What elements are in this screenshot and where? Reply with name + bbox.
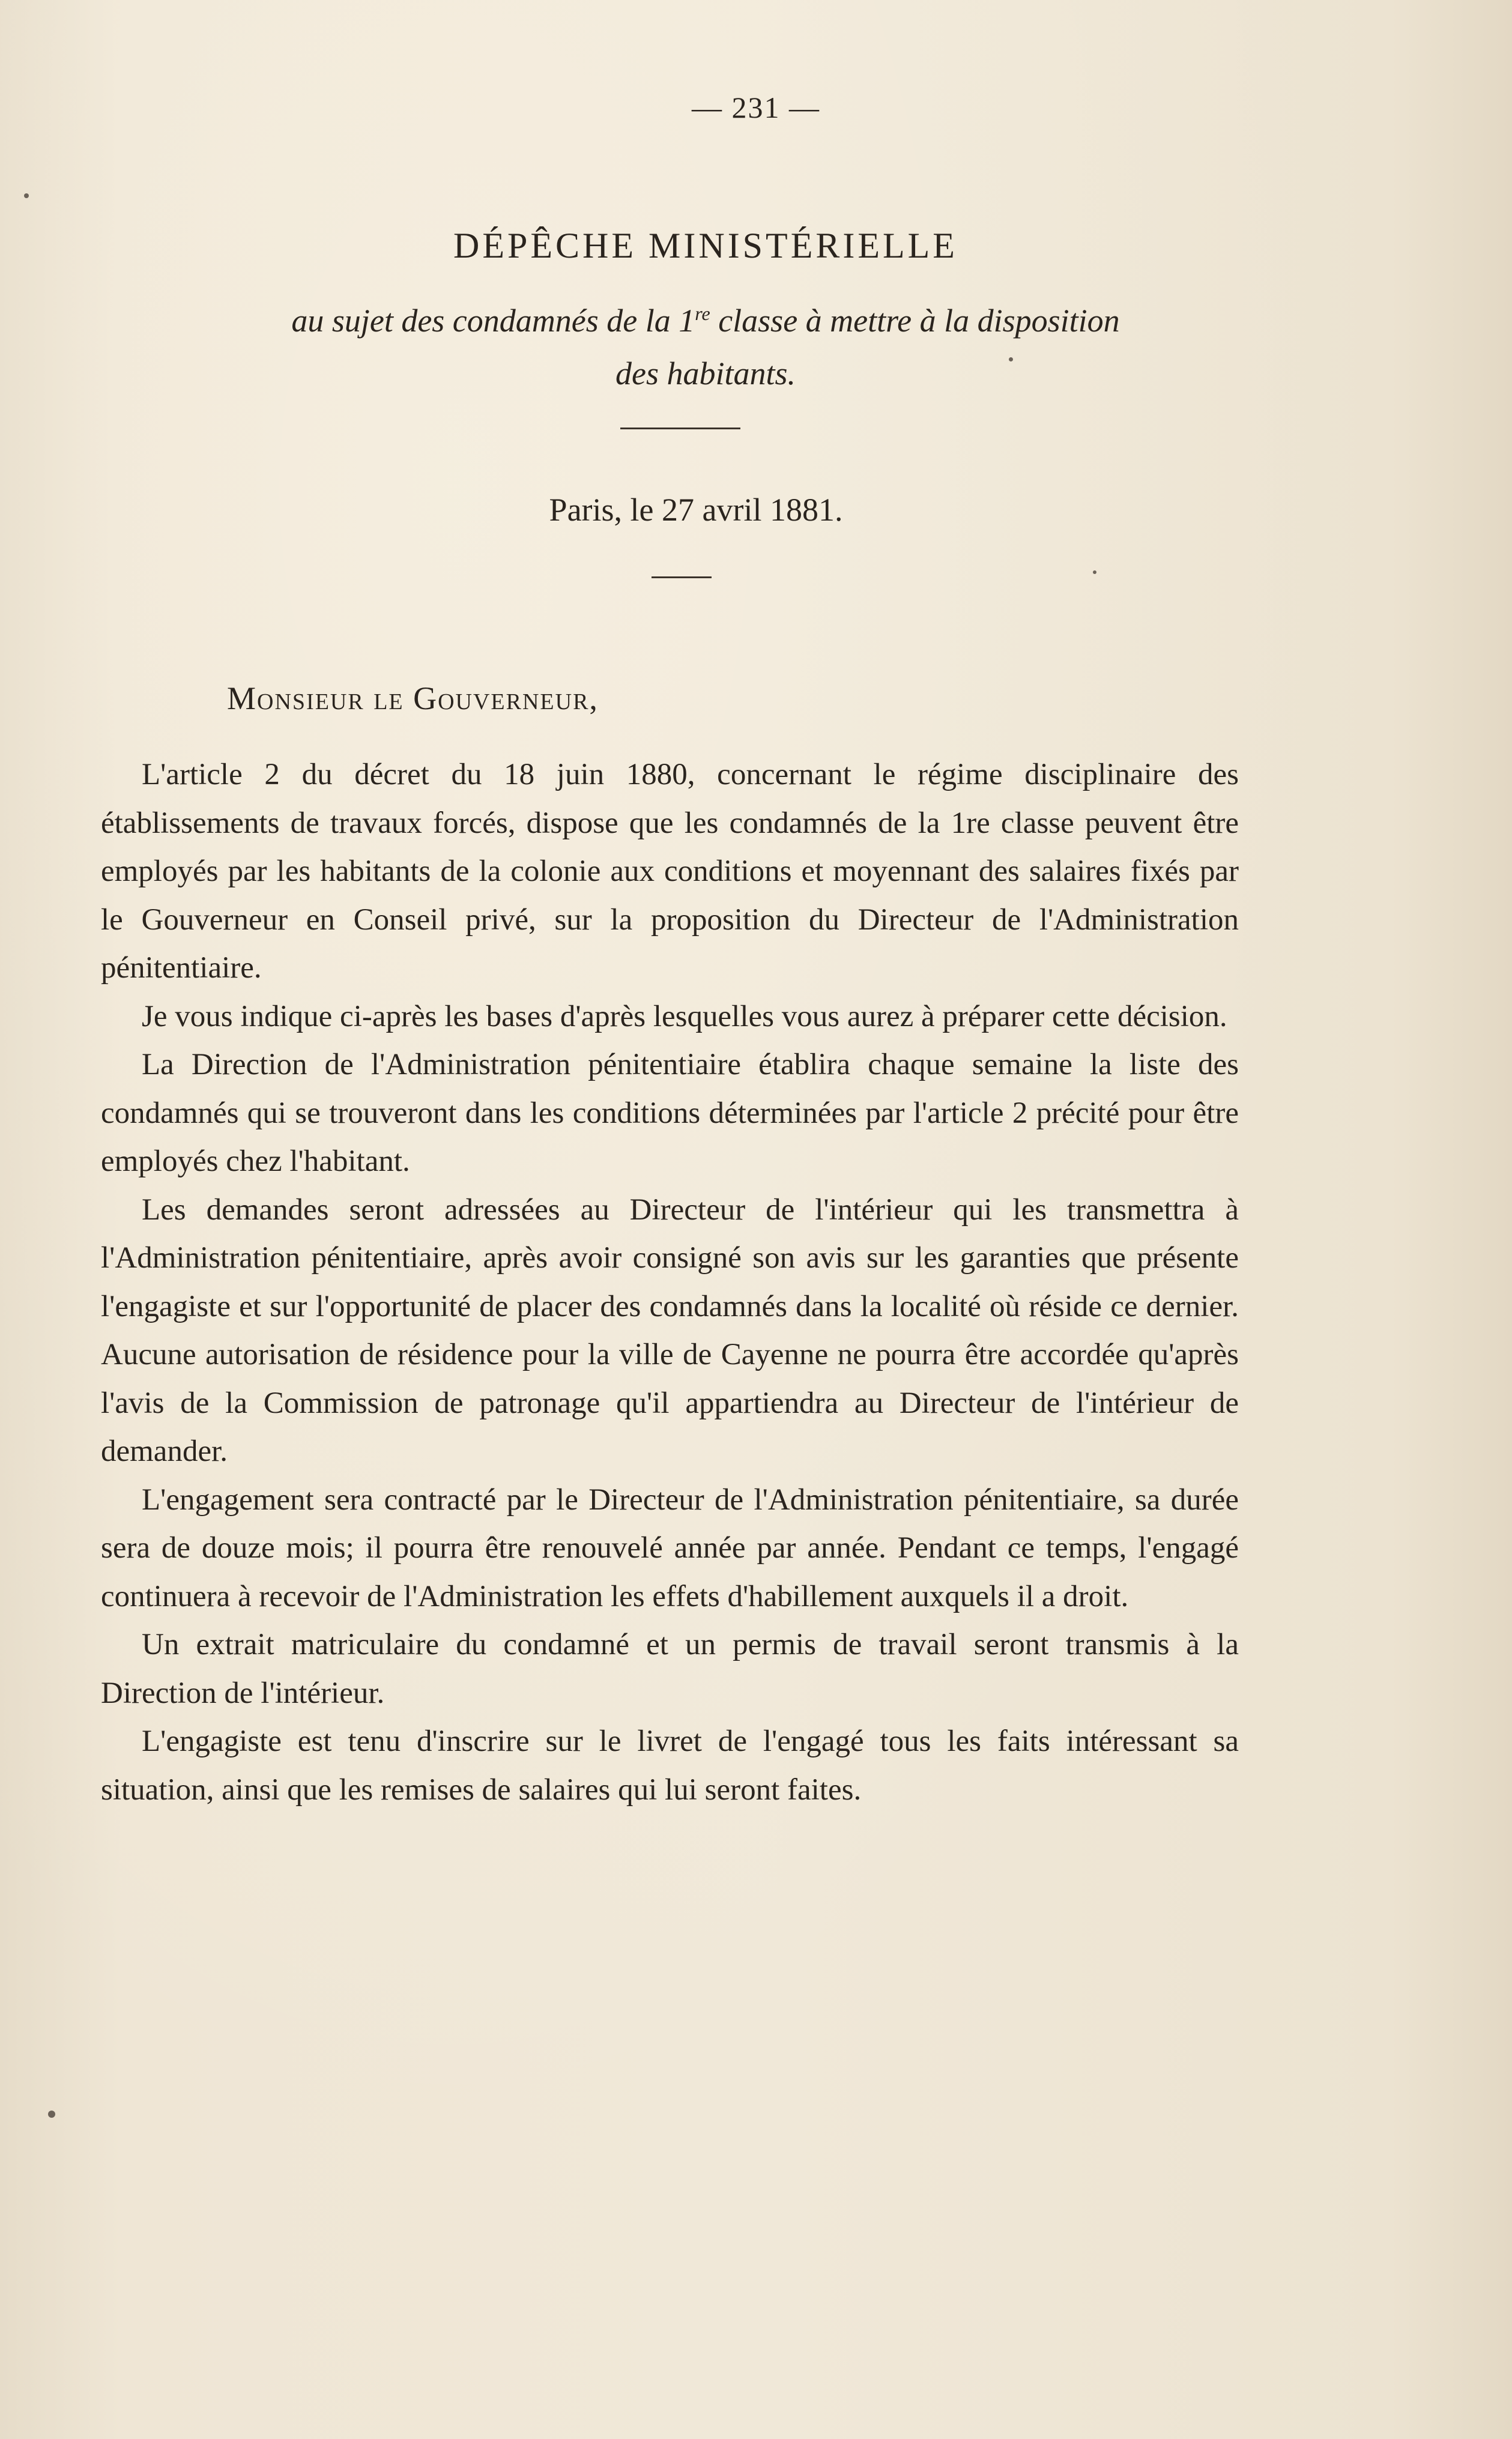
salutation: Monsieur le Gouverneur, — [227, 680, 599, 716]
title-divider — [620, 428, 740, 429]
document-title: DÉPÊCHE MINISTÉRIELLE — [453, 226, 958, 265]
letter-body — [101, 751, 1239, 1814]
paragraph: La Direction de l'Administration pénitentiaire établira chaque semaine la liste des condamnés qui se trouveront dans les conditions déterminées par l'article 2 précité pour être employés chez l'habitant. — [101, 1048, 1239, 1178]
subtitle-text-2: classe à mettre à la disposition — [710, 303, 1120, 339]
page-number: — 231 — — [692, 91, 820, 124]
paragraph: Un extrait matriculaire du condamné et un permis de travail seront transmis à la Direction de l'intérieur. — [101, 1628, 1239, 1710]
dateline-divider — [652, 576, 712, 578]
document-subtitle — [180, 287, 1231, 400]
paragraph: Les demandes seront adressées au Directeur de l'intérieur qui les transmettra à l'Administration pénitentiaire, après avoir consigné son avis sur les garanties que présente l'engagiste et sur l'opportunité de placer des condamnés dans la localité où réside ce dernier. Aucune autorisation de résidence pour la ville de Cayenne ne pourra être accordée qu'après l'avis de la Commission de patronage qu'il appartiendra au Directeur de l'intérieur de demander. — [101, 1192, 1239, 1468]
subtitle-text-1: au sujet des condamnés de la 1 — [291, 303, 695, 339]
paper-speck — [24, 193, 29, 198]
paper-speck — [48, 2111, 55, 2118]
dateline: Paris, le 27 avril 1881. — [549, 492, 843, 528]
paragraph: L'engagement sera contracté par le Directeur de l'Administration pénitentiaire, sa durée sera de douze mois; il pourra être renouvelé année par année. Pendant ce temps, l'engagé continuera à recevoir de l'Administration les effets d'habillement auxquels il a droit. — [101, 1482, 1239, 1613]
subtitle-text-3: des habitants. — [615, 355, 796, 391]
paper-speck — [1093, 570, 1096, 574]
subtitle-superscript: re — [695, 303, 710, 324]
paragraph: L'article 2 du décret du 18 juin 1880, concernant le régime disciplinaire des établissements de travaux forcés, dispose que les condamnés de la 1re classe peuvent être employés par les habitants de la colonie aux conditions et moyennant des salaires fixés par le Gouverneur en Conseil privé, sur la proposition du Directeur de l'Administration pénitentiaire. — [101, 758, 1239, 985]
paper-speck — [1009, 357, 1013, 361]
paragraph: Je vous indique ci-après les bases d'après lesquelles vous aurez à préparer cette décision. — [142, 999, 1227, 1033]
paragraph: L'engagiste est tenu d'inscrire sur le livret de l'engagé tous les faits intéressant sa situation, ainsi que les remises de salaires qui lui seront faites. — [101, 1724, 1239, 1807]
